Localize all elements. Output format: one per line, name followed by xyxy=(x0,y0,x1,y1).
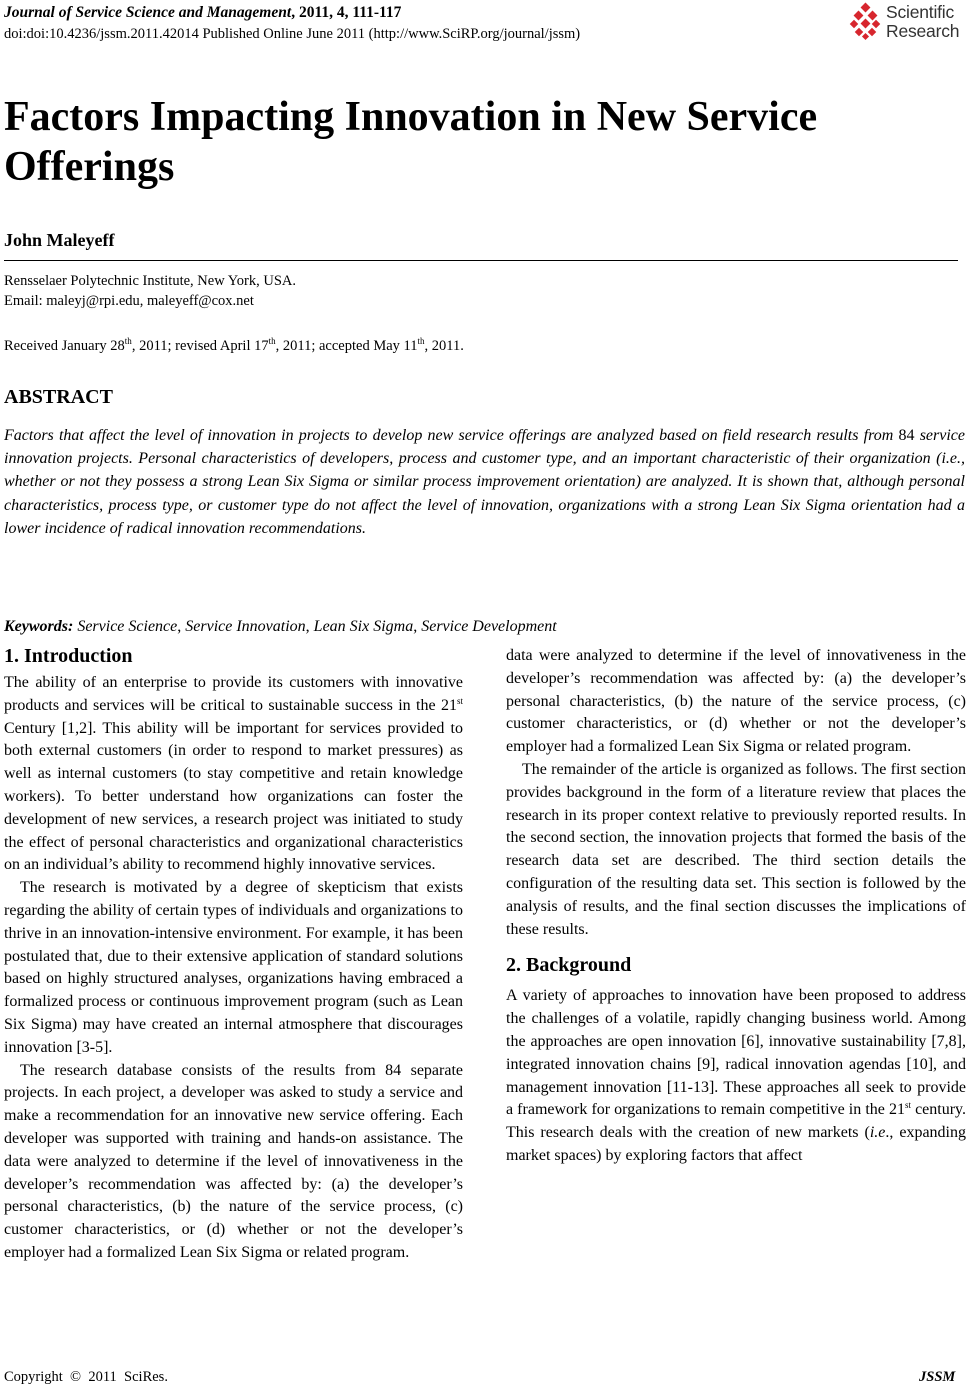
accepted-year: , 2011. xyxy=(424,338,464,354)
keyword-separator: , xyxy=(305,618,314,635)
ordinal-suffix: st xyxy=(904,1100,911,1111)
paragraph-text: Century [1,2]. This ability will be important for services provided to both external customers (in order to respond to market pressures) as well as internal customers (to stay competitive and retain knowledge workers). To better understand how organizations can foster the development of new services, a research project was initiated to study the effect of personal characteristics and organizational characteristics on an individual’s ability to recommend highly innovative services. xyxy=(4,719,463,874)
paragraph-text: i.e xyxy=(869,1124,886,1142)
publisher-logo xyxy=(848,2,966,42)
journal-citation-line xyxy=(4,4,401,22)
abstract-part: Factors that affect the level of innovation in projects to develop new service offerings are analyzed based on field research results from xyxy=(4,427,899,444)
intro-paragraph-4: The remainder of the article is organized as follows. The first section provides background in the form of a literature review that places the research in its proper context relative to previously reported results. In the second section, the innovation projects that formed the basis of the research data set are described. The third section details the configuration of the resulting data set. This section is followed by the analysis of results, and the final section discusses the implications of these results. xyxy=(506,760,966,938)
email-line[interactable]: Email: maleyj@rpi.edu, maleyeff@cox.net xyxy=(4,293,254,309)
abstract-part: i.e., whether or not they possess a strong Lean Six Sigma or similar process improvement orientation xyxy=(4,450,965,491)
section-heading-introduction: 1. Introduction xyxy=(4,645,133,667)
paper-title: Factors Impacting Innovation in New Service Offerings xyxy=(4,94,818,190)
received-dates xyxy=(4,336,464,356)
paragraph-text: A variety of approaches to innovation have been proposed to address the challenges of a volatile, rapidly changing business world. Among the approaches are open innovation [6], innovative sustainability [7,8], integrated innovation chains [9], radical innovation agendas [10], and management innovation [11-13]. These approaches all seek to provide a framework for organizations to remain competitive in the 21 xyxy=(506,987,966,1119)
abstract-text xyxy=(4,424,965,540)
keyword: Service Development xyxy=(421,618,557,635)
intro-paragraph-3-continued: data were analyzed to determine if the level of innovativeness in the developer’s recommendation was affected by: (a) the developer’s personal characteristics, (b) the nature of the service process, (c) customer characteristics, or (d) whether or not the developer’s employer had a formalized Lean Six Sigma or related program. xyxy=(506,647,966,756)
affiliation: Rensselaer Polytechnic Institute, New York, USA. xyxy=(4,273,296,289)
affiliation-block xyxy=(4,271,296,311)
author-name: John Maleyeff xyxy=(4,230,115,250)
paragraph-text: The ability of an enterprise to provide its customers with innovative products and services will be critical to sustainable success in the 21 xyxy=(4,674,463,714)
publisher-logo-text xyxy=(886,3,959,41)
keywords-label: Keywords: xyxy=(4,618,74,635)
journal-name: Journal of Service Science and Management xyxy=(4,4,292,21)
intro-paragraph-2: The research is motivated by a degree of skepticism that exists regarding the ability of certain types of individuals and organizations to thrive in an innovation-intensive environment. For example, it has been postulated that, due to their extensive application of standard solutions based on highly structured analyses, organizations having embraced a formalized process or continuous improvement program (such as Lean Six Sigma) may have created an internal atmosphere that discourages innovation [3-5]. xyxy=(4,879,463,1056)
ordinal-suffix: th xyxy=(417,336,425,346)
accepted-text: , 2011; accepted May 11 xyxy=(275,338,418,354)
footer-copyright: Copyright © 2011 SciRes. xyxy=(4,1369,168,1385)
keyword: Lean Six Sigma xyxy=(313,618,414,635)
section-heading-background: 2. Background xyxy=(506,954,632,977)
keyword: Service Science xyxy=(77,618,178,635)
abstract-part: ) are analyzed. It is shown that, although personal characteristics, process type, or customer type do not affect the level of innovation, organizations with a strong Lean Six Sigma orientation had a lower incidence of radical innovation recommendations. xyxy=(4,473,966,537)
ordinal-suffix: st xyxy=(456,695,463,706)
journal-volume: , 2011, 4, 111-117 xyxy=(291,4,402,21)
revised-text: , 2011; revised April 17 xyxy=(131,338,269,354)
ordinal-suffix: th xyxy=(268,336,276,346)
keyword-separator: , xyxy=(413,618,422,635)
background-paragraph-1 xyxy=(506,985,966,1167)
abstract-number: 84 xyxy=(898,427,915,444)
abstract-part: service innovation projects. Personal characteristics of developers, process and customer type, and an important characteristic of their organization ( xyxy=(4,427,965,468)
abstract-heading: ABSTRACT xyxy=(4,386,113,408)
title-divider xyxy=(4,260,958,261)
keyword-separator: , xyxy=(177,618,186,635)
left-column xyxy=(4,644,463,1261)
received-text: Received January 28 xyxy=(4,338,125,354)
logo-line-1: Scientific xyxy=(886,2,955,22)
footer-journal-abbrev: JSSM xyxy=(919,1369,956,1385)
paragraph-text: ., expanding market spaces) by exploring factors that affect xyxy=(506,1124,966,1164)
keyword: Service Innovation xyxy=(185,618,306,635)
scirp-logo-icon xyxy=(848,3,884,41)
intro-paragraph-3: The research database consists of the results from 84 separate projects. In each project, a developer was asked to study a service and make a recommendation for an innovative new service offering. Each developer was supported with training and hands-on assistance. The data were analyzed to determine if the level of innovativeness in the developer’s recommendation was affected by: (a) the developer’s personal characteristics, (b) the nature of the service process, (c) customer characteristics, or (d) whether or not the developer’s employer had a formalized Lean Six Sigma or related program. xyxy=(4,1061,463,1261)
right-column xyxy=(506,644,966,1168)
ordinal-suffix: th xyxy=(124,336,132,346)
intro-paragraph-1 xyxy=(4,672,463,877)
keywords-line xyxy=(4,616,557,638)
paragraph-text: century. This research deals with the creation of new markets ( xyxy=(506,1101,967,1142)
doi-line: doi:doi:10.4236/jssm.2011.42014 Published Online June 2011 (http://www.SciRP.org/journal/jssm) xyxy=(4,26,581,42)
logo-line-2: Research xyxy=(886,21,960,41)
